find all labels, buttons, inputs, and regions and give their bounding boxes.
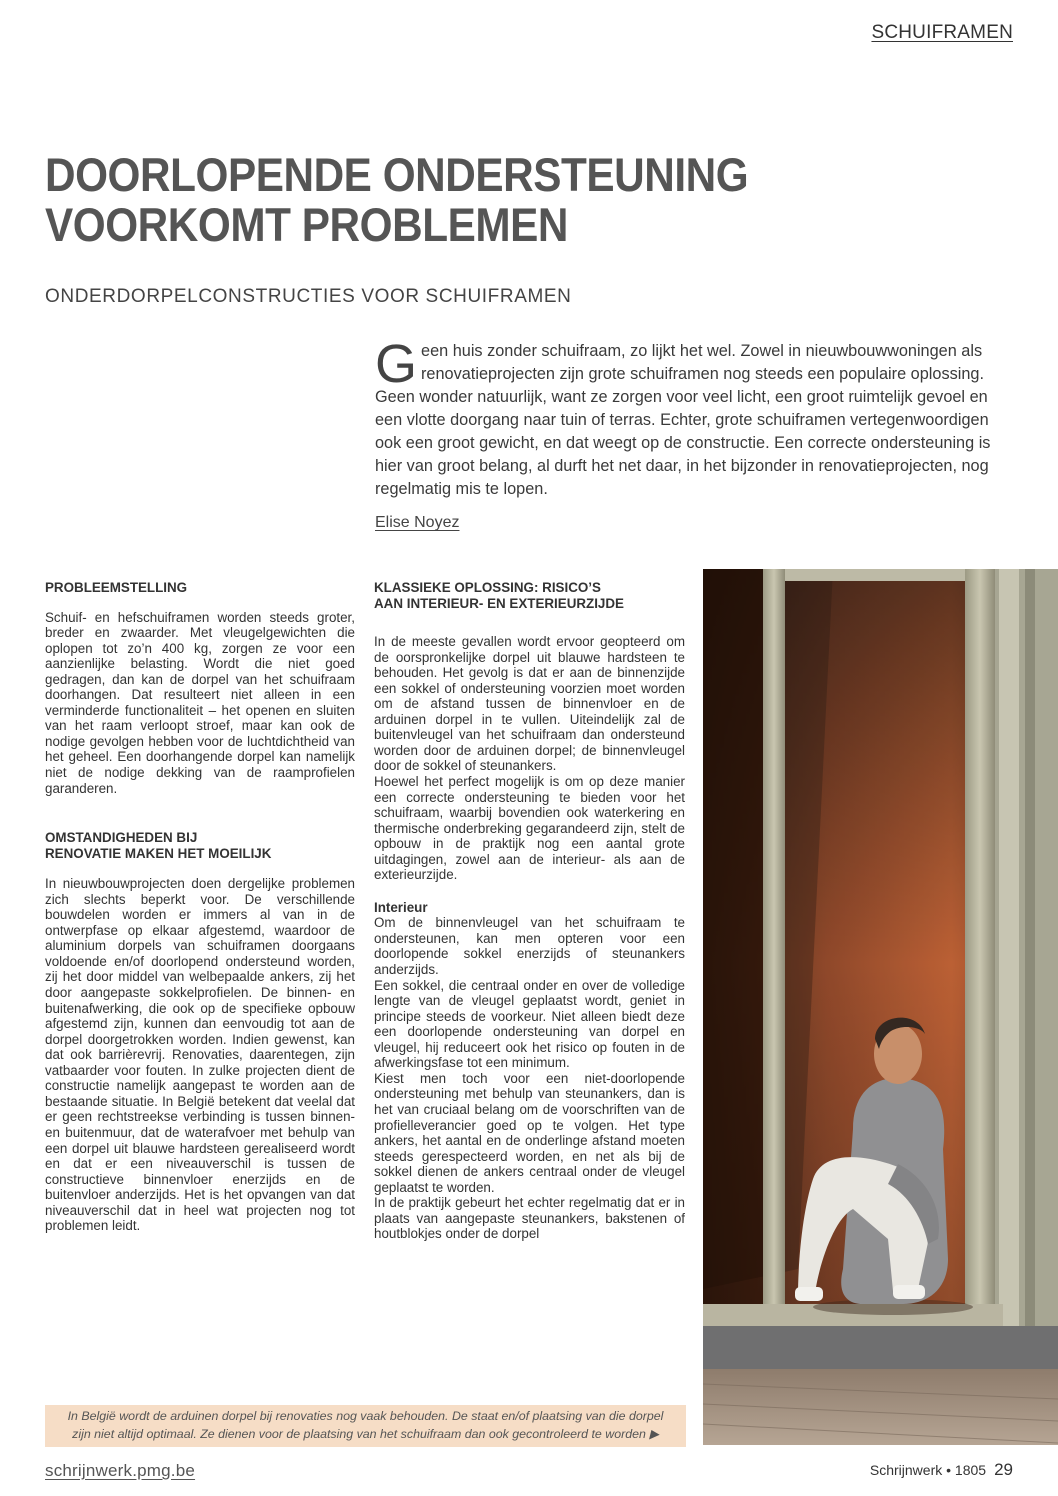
heading-omstandigheden xyxy=(45,830,355,861)
paragraph: Schuif- en hefschuiframen worden steeds groter, breder en zwaarder. Met vleugelgewichten die oplopen tot zo’n 400 kg, zorgen ze voor een aanzienlijke belasting. Wordt die niet goed gedragen, dan kan de dorpel van het schuifraam doorhangen. Dat resulteert niet alleen in een verminderde functionaliteit – het openen en sluiten van het raam verloopt stroef, maar kan ook de nodige gevolgen hebben voor de luchtdichtheid van het geheel. Een doorhangende dorpel kan namelijk niet de nodige dekking van de raamprofielen garanderen. xyxy=(45,609,355,796)
article-title xyxy=(45,150,855,250)
heading-line: OMSTANDIGHEDEN BIJ xyxy=(45,830,198,846)
section-label: SCHUIFRAMEN xyxy=(871,22,1013,43)
article-title-line-2: VOORKOMT PROBLEMEN xyxy=(45,198,569,251)
subheading-interieur: Interieur xyxy=(374,899,428,915)
paragraph: In de meeste gevallen wordt ervoor geopteerd om de oorspronkelijke dorpel uit blauwe hardsteen te behouden. Het gevolg is dat er aan de binnenzijde een sokkel of ondersteuning voorzien moet worden om de afstand tussen de binnenvloer en de arduinen dorpel in te vullen. Uiteindelijk zal de buitenvleugel van het schuifraam dan ondersteund worden door de arduinen dorpel; de binnenvleugel door de sokkel of steunankers. xyxy=(374,634,685,774)
heading-line: RENOVATIE MAKEN HET MOEILIJK xyxy=(45,845,272,861)
article-author[interactable]: Elise Noyez xyxy=(375,514,460,531)
intro-text: een huis zonder schuifraam, zo lijkt het wel. Zowel in nieuwbouwwoningen als renovatieprojecten zijn grote schuiframen nog steeds een populaire oplossing. Geen wonder natuurlijk, want ze zorgen voor veel licht, een groot ruimtelijk gevoel en een vlotte doorgang naar tuin of terras. Echter, grote schuiframen vertegenwoordigen ook een groot gewicht, en dat weegt op de constructie. Een correcte ondersteuning is hier van groot belang, al durft het net daar, in het bijzonder in renovatieprojecten, nog regelmatig mis te lopen. xyxy=(375,342,991,498)
paragraph: Kiest men toch voor een niet-doorlopende ondersteuning met behulp van steunankers, dan is het van cruciaal belang om de voorschriften van de profielleverancier goed op te volgen. Het type ankers, het aantal en de onderlinge afstand moeten steeds gerespecteerd worden, en net als bij de sokkel dienen de ankers centraal onder de vleugel geplaatst te worden. xyxy=(374,1070,685,1195)
heading-line: KLASSIEKE OPLOSSING: RISICO’S xyxy=(374,580,601,595)
heading-klassieke-oplossing xyxy=(374,580,685,611)
intro-dropcap: G xyxy=(375,334,418,394)
caption-line-1: In België wordt de arduinen dorpel bij renovaties nog vaak behouden. De staat en/of plaatsing van die dorpel xyxy=(67,1409,664,1423)
footer-website-link[interactable]: schrijnwerk.pmg.be xyxy=(45,1461,196,1480)
paragraph: Om de binnenvleugel van het schuifraam te ondersteunen, kan men opteren voor een doorlopende sokkel enerzijds of steunankers anderzijds. xyxy=(374,915,685,978)
heading-line: AAN INTERIEUR- EN EXTERIEURZIJDE xyxy=(374,595,624,611)
caption-line-2: zijn niet altijd optimaal. Ze dienen voor de plaatsing van het schuifraam dan ook gecontroleerd te worden ▶ xyxy=(72,1427,659,1441)
text-column-2 xyxy=(374,580,685,1242)
article-title-line-1: DOORLOPENDE ONDERSTEUNING xyxy=(45,148,749,201)
page-number: 29 xyxy=(994,1460,1013,1479)
photo-caption xyxy=(45,1405,686,1447)
article-subtitle: ONDERDORPELCONSTRUCTIES VOOR SCHUIFRAMEN xyxy=(45,286,572,307)
paragraph: Een sokkel, die centraal onder en over de volledige lengte van de vleugel geplaatst wordt, geniet in principe steeds de voorkeur. Niet alleen biedt deze een doorlopende ondersteuning van dorpel en vleugel, hij reduceert ook het risico op fouten in de afwerkingsfase tot een minimum. xyxy=(374,977,685,1071)
article-intro xyxy=(375,334,1015,501)
text-column-1 xyxy=(45,580,355,1234)
paragraph: In nieuwbouwprojecten doen dergelijke problemen zich slechts beperkt voor. De verschillende bouwdelen worden er immers al van in de ontwerpfase op elkaar afgestemd, waardoor de aluminium dorpels van schuiframen doorgaans voldoende en/of doorlopend ondersteund worden, zij het door middel van welbepaalde ankers, zij het door aangepaste sokkelprofielen. De binnen- en buitenafwerking, die ook op de specifieke opbouw afgestemd zijn, kunnen dan eenvoudig tot aan de dorpel doorgetrokken worden. Indien gewenst, kan dat ook barrièrevrij. Renovaties, daarentegen, zijn vatbaarder voor fouten. In zulke projecten dient de constructie namelijk aangepast te worden aan de bestaande situatie. In België betekent dat veelal dat er geen rechtstreekse verbinding is tussen binnen- en buitenmuur, dat de waterafvoer met behulp van een dorpel uit blauwe hardsteen gerealiseerd wordt en dat er een niveauverschil is tussen de constructieve binnenvloer enerzijds en de buitenvloer anderzijds. Het is het opvangen van dat niveauverschil dat in heel wat projecten nog tot problemen leidt. xyxy=(45,876,355,1234)
paragraph: In de praktijk gebeurt het echter regelmatig dat er in plaats van aangepaste steunankers, bakstenen of houtblokjes onder de dorpel xyxy=(374,1195,685,1242)
paragraph: Hoewel het perfect mogelijk is om op deze manier een correcte ondersteuning te bieden voor het schuifraam, waarbij bovendien ook waterkering en thermische onderbreking gegarandeerd zijn, stelt de opbouw in de praktijk nog een aantal grote uitdagingen, zowel aan de interieur- als aan de exterieurzijde. xyxy=(374,774,685,883)
heading-probleemstelling: PROBLEEMSTELLING xyxy=(45,580,188,595)
magazine-issue: Schrijnwerk • 1805 xyxy=(869,1462,987,1478)
photo-man-sitting-at-sliding-door xyxy=(703,569,1058,1445)
article-photo xyxy=(703,569,1058,1445)
footer-publication xyxy=(870,1460,1013,1480)
